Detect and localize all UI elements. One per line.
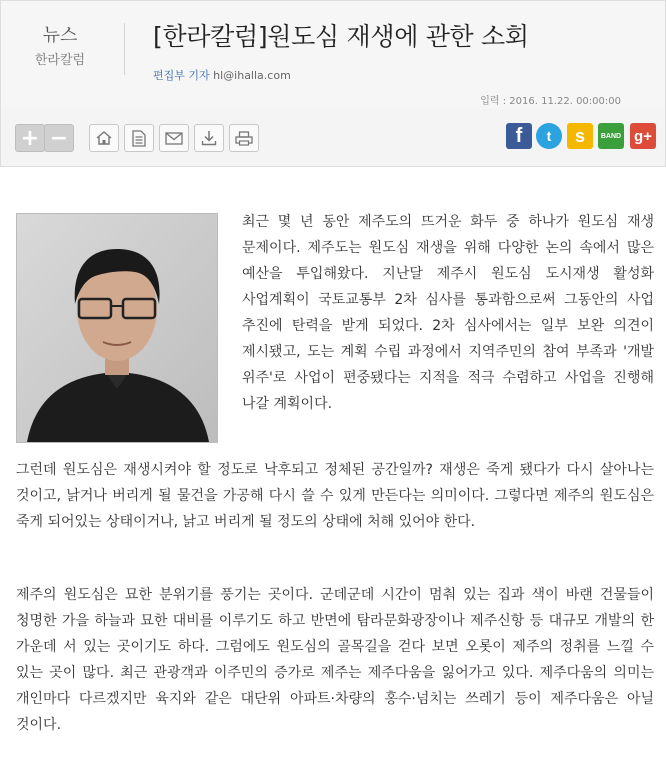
download-button[interactable] [194,124,224,152]
printer-icon [235,131,253,146]
googleplus-share-icon[interactable]: g+ [630,123,656,149]
byline [153,67,291,83]
document-icon [132,130,146,147]
subsection-label[interactable]: 한라칼럼 [34,53,86,68]
article-paragraph: 그런데 원도심은 재생시켜야 할 정도로 낙후되고 정체된 공간일까? 재생은 죽게 됐다가 다시 살아나는 것이고, 낡거나 버리게 될 물건을 가공해 다시 쓸 수 있게 만든다는 의미이다. 그렇다면 제주의 원도심은 죽게 되어있는 상태이거나, 낡고 버리게 될 정도의 상태에 처해 있어야 한다. [16,462,654,530]
kakaostory-share-icon[interactable]: s [567,123,593,149]
list-button[interactable] [124,124,154,152]
author-role[interactable]: 편집부 기자 [153,69,210,82]
download-icon [201,130,217,146]
band-label: BAND [600,132,622,140]
facebook-share-icon[interactable]: f [506,123,532,149]
article-title: [한라칼럼]원도심 재생에 관한 소회 [153,22,529,51]
twitter-share-icon[interactable]: t [536,123,562,149]
author-email[interactable]: hl@ihalla.com [213,69,291,82]
article-paragraph: 최근 몇 년 동안 제주도의 뜨거운 화두 중 하나가 원도심 재생 문제이다. 제주도는 원도심 재생을 위해 다양한 논의 속에서 많은 예산을 투입해왔다. 지난달 제주시 원도심 도시재생 활성화 사업계획이 국토교통부 2차 심사를 통과함으로써 그동안의 사업 추진에 탄력을 받게 되었다. 2차 심사에서는 일부 보완 의견이 제시됐고, 도는 계획 수립 과정에서 지역주민의 참여 부족과 '개발 위주'로 사업이 편중됐다는 지적을 적극 수렴하고 사업을 진행해 나갈 계획이다. [242,214,654,412]
band-share-icon[interactable] [598,123,624,149]
article-paragraph: 제주의 원도심은 묘한 분위기를 풍기는 곳이다. 군데군데 시간이 멈춰 있는 집과 색이 바랜 건물들이 청명한 가을 하늘과 묘한 대비를 이루기도 하고 반면에 탐라문화광장이나 제주신항 등 대규모 개발의 한 가운데 서 있는 곳이기도 하다. 그럼에도 원도심의 골목길을 걷다 보면 오롯이 제주의 정취를 느낄 수 있는 곳이 많다. 최근 관광객과 이주민의 증가로 제주는 제주다움을 잃어가고 있다. 제주다움의 의미는 개인마다 다르겠지만 육지와 같은 대단위 아파트·차량의 홍수·넘치는 쓰레기 등이 제주다움은 아닐 것이다. [16,587,654,733]
section-label[interactable]: 뉴스 [42,25,78,46]
publish-date: 입력 : 2016. 11.22. 00:00:00 [480,96,621,107]
home-button[interactable] [89,124,119,152]
home-icon [95,130,113,146]
portrait-image [17,214,217,442]
email-button[interactable] [159,124,189,152]
header-divider [124,23,125,75]
print-button[interactable] [229,124,259,152]
mail-icon [165,132,183,145]
article-toolbar [0,109,666,167]
article-header [0,0,666,110]
zoom-in-button[interactable]: + [15,124,45,152]
zoom-out-button[interactable]: − [44,124,74,152]
columnist-photo [16,213,218,443]
